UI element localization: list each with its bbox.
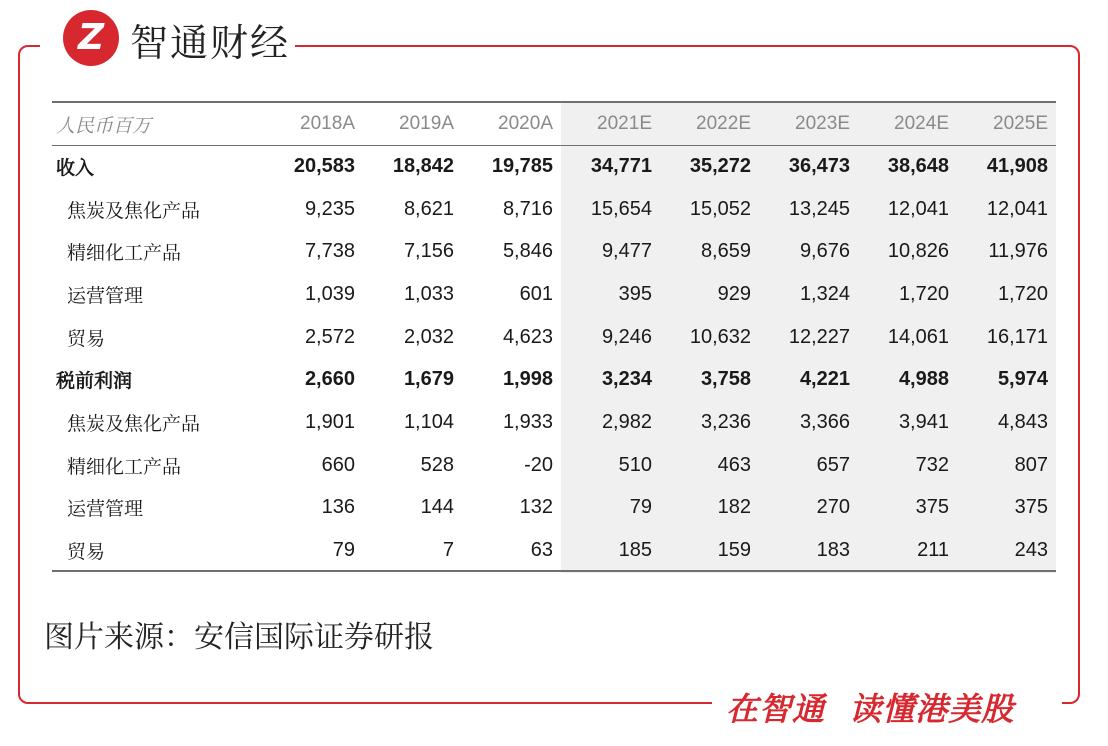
logo-letter: Z bbox=[77, 17, 105, 58]
table-cell: 18,842 bbox=[392, 154, 454, 177]
table-cell: 1,033 bbox=[403, 282, 454, 305]
table-cell: 12,227 bbox=[788, 325, 850, 348]
table-cell: 12,041 bbox=[887, 197, 949, 220]
table-cell: 7 bbox=[442, 539, 454, 562]
row-label: 税前利润 bbox=[56, 370, 133, 393]
table-row bbox=[52, 145, 1056, 188]
row-label: 运营管理 bbox=[67, 284, 144, 307]
table-cell: 182 bbox=[717, 496, 751, 519]
table-cell: 601 bbox=[519, 282, 553, 305]
table-cell: 660 bbox=[321, 453, 355, 476]
table-row bbox=[52, 487, 1056, 530]
table-cell: 10,632 bbox=[689, 325, 751, 348]
table-cell: 1,679 bbox=[403, 368, 454, 391]
table-cell: 4,988 bbox=[898, 368, 949, 391]
table-cell: 3,366 bbox=[799, 410, 850, 433]
header-year: 2022E bbox=[696, 113, 751, 134]
table-row bbox=[52, 273, 1056, 316]
table-cell: 243 bbox=[1014, 539, 1048, 562]
table-cell: 375 bbox=[1014, 496, 1048, 519]
header-year: 2023E bbox=[795, 113, 850, 134]
table-cell: 4,623 bbox=[502, 325, 553, 348]
cropped-text-line bbox=[44, 657, 364, 669]
table-cell: 9,477 bbox=[601, 240, 652, 263]
table-cell: 8,621 bbox=[403, 197, 454, 220]
table-cell: 375 bbox=[915, 496, 949, 519]
table-cell: 2,982 bbox=[601, 410, 652, 433]
table-cell: 463 bbox=[717, 453, 751, 476]
table-cell: 732 bbox=[915, 453, 949, 476]
table-row bbox=[52, 230, 1056, 273]
table-cell: 7,156 bbox=[403, 240, 454, 263]
table-cell: 510 bbox=[618, 453, 652, 476]
header-year: 2019A bbox=[399, 113, 454, 134]
table-cell: 1,901 bbox=[304, 410, 355, 433]
header-year: 2025E bbox=[993, 113, 1048, 134]
table-row bbox=[52, 401, 1056, 444]
footer-slogan: 在智通 读懂港美股 bbox=[726, 690, 1015, 728]
table-cell: 12,041 bbox=[986, 197, 1048, 220]
table-cell: 528 bbox=[420, 453, 454, 476]
table-row bbox=[52, 529, 1056, 572]
table-cell: 4,221 bbox=[799, 368, 850, 391]
table-cell: 1,933 bbox=[502, 410, 553, 433]
row-label: 焦炭及焦化产品 bbox=[67, 412, 201, 435]
header-year: 2020A bbox=[498, 113, 553, 134]
table-cell: 5,974 bbox=[997, 368, 1048, 391]
table-cell: 5,846 bbox=[502, 240, 553, 263]
table-cell: 10,826 bbox=[887, 240, 949, 263]
brand-name: 智通财经 bbox=[130, 21, 291, 65]
table-cell: 9,235 bbox=[304, 197, 355, 220]
table-cell: 9,246 bbox=[601, 325, 652, 348]
row-label: 焦炭及焦化产品 bbox=[67, 199, 201, 222]
table-cell: 395 bbox=[618, 282, 652, 305]
financial-table-area bbox=[52, 101, 1056, 573]
table-cell: 15,654 bbox=[590, 197, 652, 220]
table-cell: 1,039 bbox=[304, 282, 355, 305]
table-cell: 16,171 bbox=[986, 325, 1048, 348]
table-cell: 41,908 bbox=[986, 154, 1048, 177]
table-cell: 8,659 bbox=[700, 240, 751, 263]
table-row bbox=[52, 188, 1056, 231]
table-cell: 270 bbox=[816, 496, 850, 519]
table-cell: 183 bbox=[816, 539, 850, 562]
table-cell: 38,648 bbox=[887, 154, 949, 177]
header-unit: 人民币百万 bbox=[56, 114, 152, 137]
table-cell: 9,676 bbox=[799, 240, 850, 263]
header-year: 2021E bbox=[597, 113, 652, 134]
table-cell: 3,236 bbox=[700, 410, 751, 433]
row-label: 精细化工产品 bbox=[67, 455, 182, 478]
table-cell: 657 bbox=[816, 453, 850, 476]
table-row bbox=[52, 316, 1056, 359]
row-label: 贸易 bbox=[67, 327, 106, 350]
header-year: 2018A bbox=[300, 113, 355, 134]
table-row bbox=[52, 358, 1056, 401]
table-cell: 3,941 bbox=[898, 410, 949, 433]
table-cell: 132 bbox=[519, 496, 553, 519]
table-cell: 2,660 bbox=[304, 368, 355, 391]
row-label: 收入 bbox=[56, 156, 95, 179]
financial-table bbox=[52, 103, 1056, 572]
table-cell: 34,771 bbox=[590, 154, 652, 177]
row-label: 运营管理 bbox=[67, 498, 144, 521]
table-cell: 2,032 bbox=[403, 325, 454, 348]
table-cell: 211 bbox=[917, 539, 949, 562]
table-cell: 7,738 bbox=[304, 240, 355, 263]
zhitong-logo-icon bbox=[63, 10, 119, 66]
table-cell: 63 bbox=[530, 539, 553, 562]
table-cell: 807 bbox=[1014, 453, 1048, 476]
table-cell: 1,324 bbox=[799, 282, 850, 305]
table-cell: 36,473 bbox=[788, 154, 850, 177]
table-cell: 14,061 bbox=[887, 325, 949, 348]
header-year: 2024E bbox=[894, 113, 949, 134]
table-cell: 79 bbox=[332, 539, 355, 562]
table-cell: 15,052 bbox=[689, 197, 751, 220]
table-cell: 1,104 bbox=[403, 410, 454, 433]
table-cell: 2,572 bbox=[304, 325, 355, 348]
table-cell: 79 bbox=[629, 496, 652, 519]
table-cell: 35,272 bbox=[689, 154, 751, 177]
table-cell: 8,716 bbox=[502, 197, 553, 220]
table-cell: 136 bbox=[321, 496, 355, 519]
table-cell: 3,234 bbox=[601, 368, 652, 391]
table-cell: 19,785 bbox=[491, 154, 553, 177]
table-cell: 3,758 bbox=[700, 368, 751, 391]
table-cell: 4,843 bbox=[997, 410, 1048, 433]
table-cell: 159 bbox=[717, 539, 751, 562]
table-cell: 185 bbox=[618, 539, 652, 562]
table-cell: 1,720 bbox=[898, 282, 949, 305]
table-cell: 144 bbox=[420, 496, 454, 519]
table-row bbox=[52, 444, 1056, 487]
row-label: 精细化工产品 bbox=[67, 242, 182, 265]
table-cell: 1,720 bbox=[997, 282, 1048, 305]
table-cell: 929 bbox=[717, 282, 751, 305]
table-cell: 13,245 bbox=[788, 197, 850, 220]
table-cell: 20,583 bbox=[293, 154, 355, 177]
table-cell: 11,976 bbox=[988, 240, 1048, 263]
image-source: 图片来源：安信国际证券研报 bbox=[44, 620, 434, 655]
row-label: 贸易 bbox=[67, 541, 106, 564]
table-cell: -20 bbox=[524, 453, 553, 476]
table-header-row bbox=[52, 103, 1056, 145]
table-cell: 1,998 bbox=[502, 368, 553, 391]
